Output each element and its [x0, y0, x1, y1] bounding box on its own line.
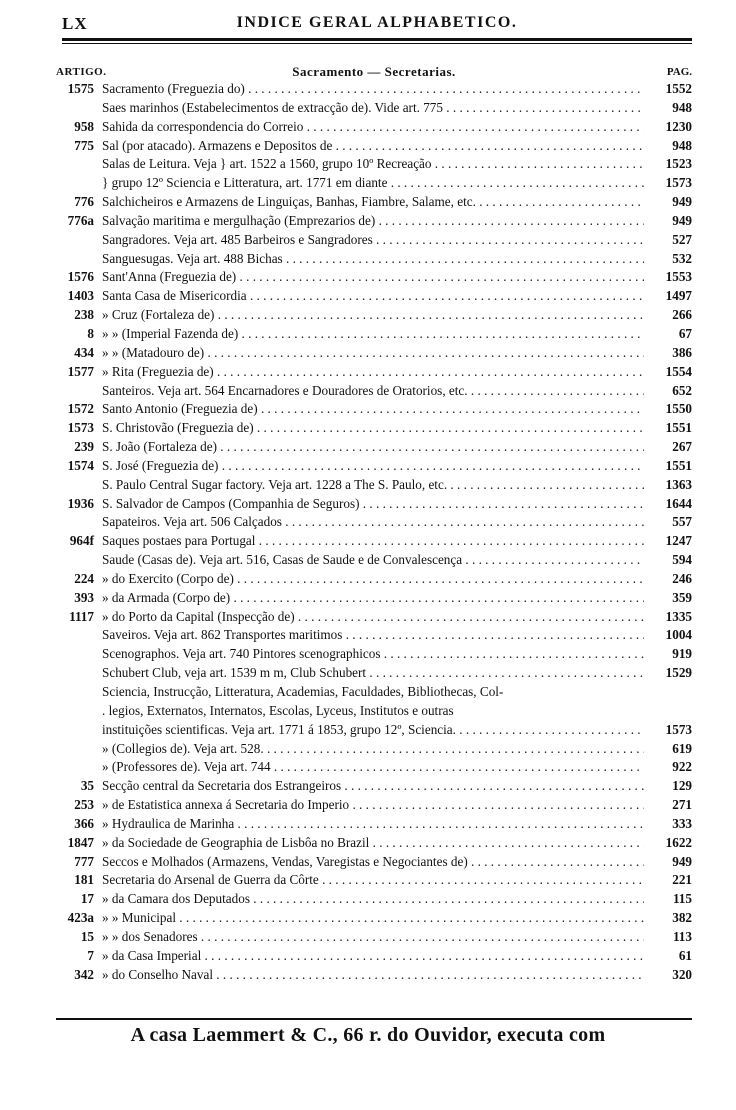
index-entry	[56, 532, 692, 551]
entry-article-number: 964f	[69, 533, 94, 549]
index-entry	[56, 457, 692, 476]
entry-page-number: 386	[672, 344, 692, 360]
entry-page-number: 320	[672, 966, 692, 982]
entry-page-number: 246	[672, 570, 692, 586]
index-entry	[56, 645, 692, 664]
entry-page-number: 949	[672, 212, 692, 228]
index-entry	[56, 268, 692, 287]
column-header-pag: PAG.	[666, 66, 692, 78]
index-entry	[56, 193, 692, 212]
index-entry	[56, 626, 692, 645]
entry-page-number: 527	[672, 231, 692, 247]
entry-text: Scenographos. Veja art. 740 Pintores scenographicos . . .	[102, 645, 644, 664]
entry-text: Salvação maritima e mergulhação (Emprezarios de) . . .	[102, 212, 644, 231]
index-entry	[56, 382, 692, 401]
index-entry	[56, 155, 692, 174]
index-entry	[56, 419, 692, 438]
entry-page-number: 61	[678, 947, 692, 963]
entry-text: » » dos Senadores . . .	[102, 928, 644, 947]
entry-text: Saveiros. Veja art. 862 Transportes maritimos . . .	[102, 626, 644, 645]
index-entry	[56, 777, 692, 796]
entry-page-number: 333	[672, 815, 692, 831]
entry-text: » da Casa Imperial . . .	[102, 947, 644, 966]
index-entry	[56, 325, 692, 344]
index-entry	[56, 306, 692, 325]
index-entry	[56, 174, 692, 193]
entry-page-number: 1573	[665, 721, 692, 737]
entry-article-number: 1574	[67, 457, 94, 473]
entry-text: S. Christovão (Freguezia de) . . .	[102, 419, 644, 438]
entry-page-number: 1529	[665, 665, 692, 681]
entry-text: Sciencia, Instrucção, Litteratura, Academias, Faculdades, Bibliothecas, Col-	[102, 684, 504, 699]
index-entry	[56, 231, 692, 250]
entry-article-number: 17	[80, 891, 94, 907]
entry-page-number: 115	[672, 891, 692, 907]
entry-page-number: 1573	[665, 175, 692, 191]
entry-text: » da Sociedade de Geographia de Lisbôa no Brazil . . .	[102, 834, 644, 853]
index-entry	[56, 476, 692, 495]
entry-article-number: 1573	[67, 420, 94, 436]
entry-text: » da Armada (Corpo de) . . .	[102, 589, 644, 608]
index-entry	[56, 513, 692, 532]
entry-text: Sangradores. Veja art. 485 Barbeiros e Sangradores . . .	[102, 231, 644, 250]
entry-page-number: 1622	[665, 834, 692, 850]
entry-page-number: 1004	[665, 627, 692, 643]
entry-page-number: 67	[678, 325, 692, 341]
index-entry	[56, 570, 692, 589]
index-entry	[56, 495, 692, 514]
entry-page-number: 1554	[665, 363, 692, 379]
entry-page-number: 594	[672, 552, 692, 568]
entry-text: » de Estatistica annexa á Secretaria do Imperio . . .	[102, 796, 644, 815]
index-entry	[56, 551, 692, 570]
entry-text: » Rita (Freguezia de) . . .	[102, 363, 644, 382]
index-entry	[56, 438, 692, 457]
entry-page-number: 557	[672, 514, 692, 530]
entry-text: » do Conselho Naval . . .	[102, 966, 644, 985]
index-entry	[56, 721, 692, 740]
entry-page-number: 652	[672, 382, 692, 398]
entry-text: Sanguesugas. Veja art. 488 Bichas . . .	[102, 250, 644, 269]
index-entry	[56, 796, 692, 815]
entry-page-number: 619	[672, 740, 692, 756]
entry-page-number: 271	[672, 797, 692, 813]
entry-article-number: 239	[74, 439, 94, 455]
entry-page-number: 267	[672, 439, 692, 455]
index-entry	[56, 890, 692, 909]
entry-article-number: 1847	[67, 834, 94, 850]
entry-page-number: 129	[672, 778, 692, 794]
header-rule-thick	[62, 38, 692, 41]
entry-article-number: 1577	[67, 363, 94, 379]
entry-text: » da Camara dos Deputados . . .	[102, 890, 644, 909]
entry-text: Salchicheiros e Armazens de Linguiças, Banhas, Fiambre, Salame, etc. . . .	[102, 193, 644, 212]
entry-text: Santo Antonio (Freguezia de) . . .	[102, 400, 644, 419]
entry-text: » do Porto da Capital (Inspecção de) . . .	[102, 608, 644, 627]
entry-text: Saques postaes para Portugal . . .	[102, 532, 644, 551]
index-entry	[56, 947, 692, 966]
entry-text: » » (Matadouro de) . . .	[102, 344, 644, 363]
entry-text: » Hydraulica de Marinha . . .	[102, 815, 644, 834]
entry-page-number: 113	[672, 928, 692, 944]
index-entry	[56, 400, 692, 419]
entry-page-number: 1247	[665, 533, 692, 549]
entry-text: S. Salvador de Campos (Companhia de Seguros) . . .	[102, 495, 644, 514]
entry-text: S. Paulo Central Sugar factory. Veja art. 1228 a The S. Paulo, etc. . . .	[102, 476, 644, 495]
entry-article-number: 181	[74, 872, 94, 888]
entry-article-number: 1575	[67, 81, 94, 96]
entry-page-number: 919	[672, 646, 692, 662]
entry-text: » (Professores de). Veja art. 744 . . .	[102, 758, 644, 777]
entry-text: Sacramento (Freguezia do) . . .	[102, 80, 644, 99]
entry-page-number: 1553	[665, 269, 692, 285]
column-header-artigo: ARTIGO.	[56, 66, 107, 78]
index-entry	[56, 212, 692, 231]
entry-page-number: 359	[672, 589, 692, 605]
index-entry	[56, 966, 692, 985]
entry-article-number: 238	[74, 307, 94, 323]
entry-article-number: 15	[80, 928, 94, 944]
entry-article-number: 958	[74, 118, 94, 134]
entry-text: Secção central da Secretaria dos Estrangeiros . . .	[102, 777, 644, 796]
index-entry	[56, 853, 692, 872]
index-entry	[56, 815, 692, 834]
entry-text: Santeiros. Veja art. 564 Encarnadores e Douradores de Oratorios, etc. . . .	[102, 382, 644, 401]
entry-text: Sahida da correspondencia do Correio . . .	[102, 118, 644, 137]
entry-page-number: 1551	[665, 420, 692, 436]
index-entry	[56, 589, 692, 608]
entry-page-number: 1335	[665, 608, 692, 624]
entry-page-number: 1363	[665, 476, 692, 492]
entry-article-number: 775	[74, 137, 94, 153]
entry-page-number: 1551	[665, 457, 692, 473]
entry-article-number: 35	[80, 778, 94, 794]
entry-text: Saude (Casas de). Veja art. 516, Casas de Saude e de Convalescença . . .	[102, 551, 644, 570]
entry-text: } grupo 12º Sciencia e Litteratura, art. 1771 em diante . . .	[102, 174, 644, 193]
entry-article-number: 1936	[67, 495, 94, 511]
index-entry	[56, 608, 692, 627]
index-entry	[56, 118, 692, 137]
index-entry	[56, 834, 692, 853]
entry-text: Sal (por atacado). Armazens e Depositos de . . .	[102, 137, 644, 156]
entry-page-number: 1497	[665, 288, 692, 304]
entry-article-number: 776a	[67, 212, 94, 228]
page-number: LX	[62, 14, 88, 33]
index-entry	[56, 137, 692, 156]
entry-text: Sapateiros. Veja art. 506 Calçados . . .	[102, 513, 644, 532]
entry-page-number: 948	[672, 99, 692, 115]
header-rule-thin	[62, 43, 692, 44]
entry-article-number: 777	[74, 853, 94, 869]
entry-text: Secretaria do Arsenal de Guerra da Côrte . . .	[102, 871, 644, 890]
entry-text: Sant'Anna (Freguezia de) . . .	[102, 268, 644, 287]
entry-page-number: 266	[672, 307, 692, 323]
index-entries-list	[56, 80, 692, 985]
entry-text: Saes marinhos (Estabelecimentos de extracção de). Vide art. 775 . . .	[102, 99, 644, 118]
entry-text: » do Exercito (Corpo de) . . .	[102, 570, 644, 589]
index-entry	[56, 664, 692, 683]
section-range-title: Sacramento — Secretarias.	[292, 64, 456, 79]
entry-text: S. José (Freguezia de) . . .	[102, 457, 644, 476]
index-entry	[56, 758, 692, 777]
entry-page-number: 1523	[665, 156, 692, 172]
entry-article-number: 7	[87, 947, 94, 963]
entry-page-number: 1550	[665, 401, 692, 417]
entry-article-number: 224	[74, 570, 94, 586]
entry-article-number: 1117	[69, 608, 94, 624]
entry-article-number: 423a	[67, 910, 94, 926]
entry-page-number: 382	[672, 910, 692, 926]
column-header-row	[56, 64, 692, 80]
entry-text: » (Collegios de). Veja art. 528. . . .	[102, 740, 644, 759]
entry-page-number: 949	[672, 853, 692, 869]
entry-text: S. João (Fortaleza de) . . .	[102, 438, 644, 457]
entry-text: » » Municipal . . .	[102, 909, 644, 928]
entry-article-number: 342	[74, 966, 94, 982]
page-header	[62, 10, 692, 34]
entry-page-number: 948	[672, 137, 692, 153]
entry-text: » Cruz (Fortaleza de) . . .	[102, 306, 644, 325]
entry-article-number: 366	[74, 815, 94, 831]
footer-advertisement: A casa Laemmert & C., 66 r. do Ouvidor, executa com	[130, 1024, 606, 1046]
entry-page-number: 1552	[665, 81, 692, 96]
entry-article-number: 1403	[67, 288, 94, 304]
entry-article-number: 776	[74, 194, 94, 210]
index-entry	[56, 740, 692, 759]
entry-text: Schubert Club, veja art. 1539 m m, Club Schubert . . .	[102, 664, 644, 683]
entry-article-number: 253	[74, 797, 94, 813]
entry-page-number: 1230	[665, 118, 692, 134]
entry-text: » » (Imperial Fazenda de) . . .	[102, 325, 644, 344]
entry-article-number: 434	[74, 344, 94, 360]
entry-text: Salas de Leitura. Veja } art. 1522 a 1560, grupo 10º Recreação . . .	[102, 155, 644, 174]
index-entry	[56, 287, 692, 306]
index-entry	[56, 702, 692, 721]
index-entry	[56, 871, 692, 890]
entry-text: Santa Casa de Misericordia . . .	[102, 287, 644, 306]
index-entry	[56, 250, 692, 269]
entry-page-number: 922	[672, 759, 692, 775]
index-entry	[56, 344, 692, 363]
entry-page-number: 532	[672, 250, 692, 266]
index-entry	[56, 99, 692, 118]
index-entry	[56, 363, 692, 382]
index-entry	[56, 928, 692, 947]
entry-page-number: 221	[672, 872, 692, 888]
page-title: INDICE GERAL ALPHABETICO.	[236, 14, 518, 31]
entry-text: . legios, Externatos, Internatos, Escolas, Lyceus, Institutos e outras	[102, 702, 454, 718]
index-entry	[56, 683, 692, 702]
entry-text: instituições scientificas. Veja art. 1771 á 1853, grupo 12º, Sciencia. . . .	[102, 721, 644, 740]
entry-article-number: 8	[87, 325, 94, 341]
index-entry	[56, 909, 692, 928]
entry-article-number: 1576	[67, 269, 94, 285]
entry-article-number: 1572	[67, 401, 94, 417]
entry-page-number: 949	[672, 194, 692, 210]
entry-article-number: 393	[74, 589, 94, 605]
entry-text: Seccos e Molhados (Armazens, Vendas, Varegistas e Negociantes de) . . .	[102, 853, 644, 872]
entry-page-number: 1644	[665, 495, 692, 511]
index-entry	[56, 80, 692, 99]
